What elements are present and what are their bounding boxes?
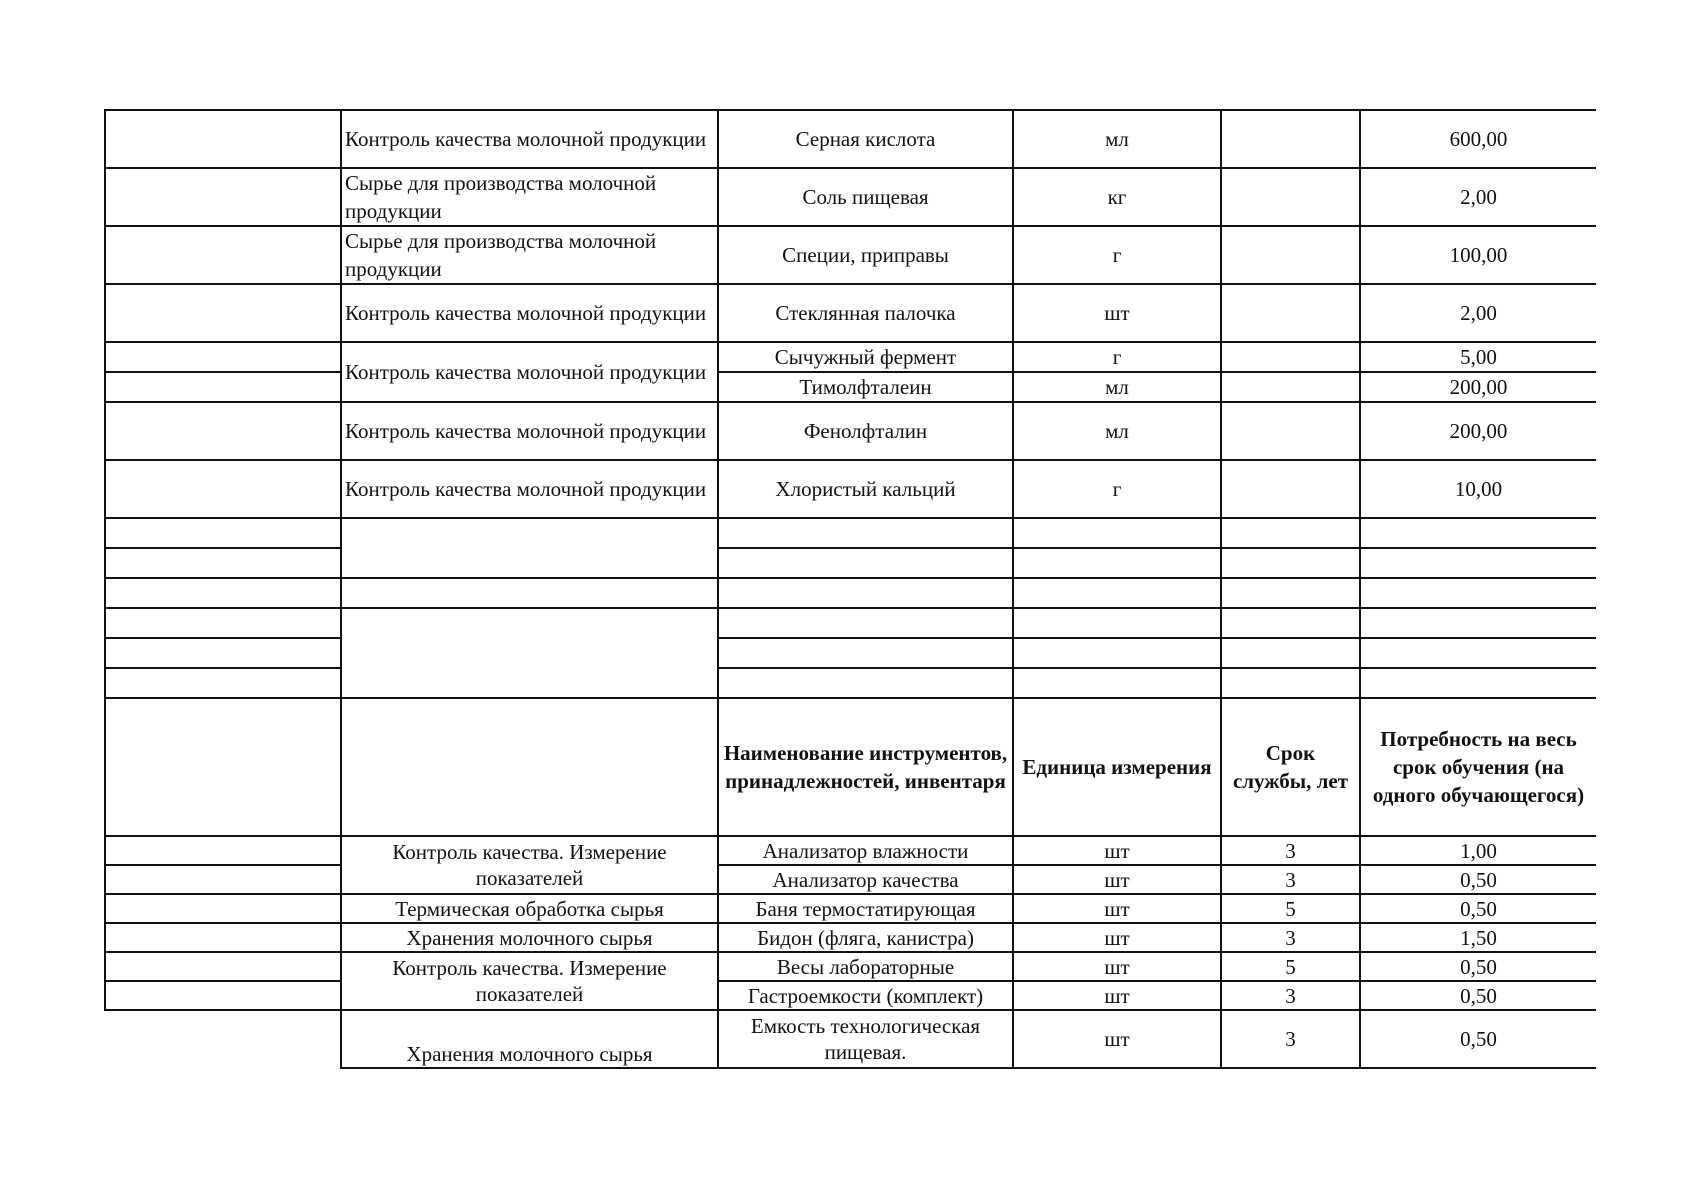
- empty-row: [105, 578, 1596, 608]
- purpose-cell: Сырье для производства молочной продукции: [341, 226, 718, 284]
- table-row: [105, 168, 1596, 226]
- empty-row: [105, 668, 1596, 698]
- empty-cell: [341, 698, 718, 836]
- tool-name-cell: Весы лабораторные: [718, 952, 1013, 981]
- service-term-cell: 3: [1221, 981, 1360, 1010]
- empty-cell: [105, 668, 341, 698]
- empty-cell: [105, 578, 341, 608]
- empty-cell: [105, 981, 341, 1010]
- need-cell: 0,50: [1360, 952, 1596, 981]
- empty-row: [105, 548, 1596, 578]
- tool-name-cell: Гастроемкости (комплект): [718, 981, 1013, 1010]
- unit-cell: шт: [1013, 865, 1221, 894]
- table-row: [105, 342, 1596, 372]
- table-row: [105, 923, 1596, 952]
- unit-cell: шт: [1013, 284, 1221, 342]
- service-term-cell: 3: [1221, 836, 1360, 865]
- unit-cell: шт: [1013, 981, 1221, 1010]
- need-cell: 100,00: [1360, 226, 1596, 284]
- service-term-cell: 3: [1221, 865, 1360, 894]
- need-cell: 10,00: [1360, 460, 1596, 518]
- material-name-cell: Стеклянная палочка: [718, 284, 1013, 342]
- empty-cell: [105, 460, 341, 518]
- tool-name-cell: Анализатор влажности: [718, 836, 1013, 865]
- empty-cell: [1360, 578, 1596, 608]
- empty-cell: [1013, 578, 1221, 608]
- empty-cell: [105, 548, 341, 578]
- need-cell: 200,00: [1360, 402, 1596, 460]
- table-row: [105, 460, 1596, 518]
- table-row: [105, 865, 1596, 894]
- empty-cell: [105, 226, 341, 284]
- empty-cell: [1013, 518, 1221, 548]
- service-term-cell: [1221, 284, 1360, 342]
- unit-cell: г: [1013, 460, 1221, 518]
- table-row: [105, 894, 1596, 923]
- column-header-unit: Единица измерения: [1013, 698, 1221, 836]
- column-header-term: Срок службы, лет: [1221, 698, 1360, 836]
- need-cell: 2,00: [1360, 284, 1596, 342]
- purpose-cell: Контроль качества. Измерение показателей: [341, 952, 718, 1010]
- empty-cell: [105, 110, 341, 168]
- service-term-cell: [1221, 402, 1360, 460]
- unit-cell: г: [1013, 226, 1221, 284]
- need-cell: 0,50: [1360, 1010, 1596, 1068]
- unit-cell: мл: [1013, 372, 1221, 402]
- empty-cell: [341, 578, 718, 608]
- tool-name-cell: Баня термостатирующая: [718, 894, 1013, 923]
- purpose-cell: Контроль качества молочной продукции: [341, 402, 718, 460]
- table-row: [105, 981, 1596, 1010]
- need-cell: 600,00: [1360, 110, 1596, 168]
- empty-cell: [1221, 518, 1360, 548]
- empty-cell: [105, 836, 341, 865]
- empty-cell: [105, 372, 341, 402]
- table-row: [105, 952, 1596, 981]
- need-cell: 2,00: [1360, 168, 1596, 226]
- need-cell: 0,50: [1360, 894, 1596, 923]
- table-row: [105, 226, 1596, 284]
- service-term-cell: 3: [1221, 1010, 1360, 1068]
- empty-cell: [341, 518, 718, 578]
- purpose-cell: Хранения молочного сырья: [341, 1010, 718, 1068]
- service-term-cell: [1221, 372, 1360, 402]
- empty-cell: [105, 518, 341, 548]
- empty-cell: [1360, 638, 1596, 668]
- empty-cell: [718, 638, 1013, 668]
- material-name-cell: Специи, приправы: [718, 226, 1013, 284]
- empty-cell: [105, 923, 341, 952]
- purpose-cell: Контроль качества молочной продукции: [341, 110, 718, 168]
- tool-name-cell: Емкость технологическая пищевая.: [718, 1010, 1013, 1068]
- empty-row: [105, 638, 1596, 668]
- material-name-cell: Сычужный фермент: [718, 342, 1013, 372]
- need-cell: 0,50: [1360, 865, 1596, 894]
- equipment-table: [104, 109, 1596, 1069]
- empty-cell: [1360, 608, 1596, 638]
- unit-cell: мл: [1013, 402, 1221, 460]
- empty-cell: [718, 668, 1013, 698]
- purpose-cell: Контроль качества молочной продукции: [341, 460, 718, 518]
- service-term-cell: 5: [1221, 952, 1360, 981]
- unit-cell: шт: [1013, 1010, 1221, 1068]
- empty-cell: [718, 518, 1013, 548]
- empty-cell: [1013, 668, 1221, 698]
- table-row: [105, 110, 1596, 168]
- service-term-cell: [1221, 168, 1360, 226]
- empty-cell: [105, 698, 341, 836]
- unit-cell: шт: [1013, 836, 1221, 865]
- empty-cell: [1221, 548, 1360, 578]
- table-row: [105, 402, 1596, 460]
- column-header-name: Наименование инструментов, принадлежностей, инвентаря: [718, 698, 1013, 836]
- empty-cell: [105, 1010, 341, 1068]
- empty-cell: [1360, 668, 1596, 698]
- empty-cell: [1360, 548, 1596, 578]
- column-header-need: Потребность на весь срок обучения (на одного обучающегося): [1360, 698, 1596, 836]
- purpose-cell: Сырье для производства молочной продукции: [341, 168, 718, 226]
- need-cell: 1,50: [1360, 923, 1596, 952]
- empty-cell: [718, 548, 1013, 578]
- empty-cell: [1013, 548, 1221, 578]
- service-term-cell: [1221, 110, 1360, 168]
- unit-cell: мл: [1013, 110, 1221, 168]
- material-name-cell: Фенолфталин: [718, 402, 1013, 460]
- empty-cell: [105, 342, 341, 372]
- purpose-cell: Термическая обработка сырья: [341, 894, 718, 923]
- empty-cell: [105, 608, 341, 638]
- empty-cell: [718, 608, 1013, 638]
- unit-cell: кг: [1013, 168, 1221, 226]
- empty-cell: [1221, 578, 1360, 608]
- equipment-table-fragment: [104, 109, 1596, 1088]
- empty-cell: [105, 402, 341, 460]
- service-term-cell: [1221, 226, 1360, 284]
- material-name-cell: Соль пищевая: [718, 168, 1013, 226]
- service-term-cell: [1221, 460, 1360, 518]
- empty-cell: [1221, 668, 1360, 698]
- empty-cell: [1221, 638, 1360, 668]
- empty-cell: [1221, 608, 1360, 638]
- empty-cell: [105, 284, 341, 342]
- unit-cell: шт: [1013, 923, 1221, 952]
- need-cell: 1,00: [1360, 836, 1596, 865]
- purpose-cell: Контроль качества. Измерение показателей: [341, 836, 718, 894]
- empty-cell: [105, 638, 341, 668]
- empty-cell: [1013, 608, 1221, 638]
- service-term-cell: 3: [1221, 923, 1360, 952]
- material-name-cell: Хлористый кальций: [718, 460, 1013, 518]
- service-term-cell: [1221, 342, 1360, 372]
- empty-cell: [105, 168, 341, 226]
- purpose-cell: Контроль качества молочной продукции: [341, 342, 718, 402]
- unit-cell: шт: [1013, 894, 1221, 923]
- tool-name-cell: Анализатор качества: [718, 865, 1013, 894]
- empty-cell: [341, 608, 718, 698]
- service-term-cell: 5: [1221, 894, 1360, 923]
- need-cell: 5,00: [1360, 342, 1596, 372]
- unit-cell: г: [1013, 342, 1221, 372]
- empty-cell: [105, 894, 341, 923]
- empty-cell: [105, 865, 341, 894]
- material-name-cell: Серная кислота: [718, 110, 1013, 168]
- unit-cell: шт: [1013, 952, 1221, 981]
- empty-cell: [105, 952, 341, 981]
- purpose-cell: Хранения молочного сырья: [341, 923, 718, 952]
- table-row: [105, 836, 1596, 865]
- table-header-row: [105, 698, 1596, 836]
- table-row: [105, 284, 1596, 342]
- material-name-cell: Тимолфталеин: [718, 372, 1013, 402]
- table-row: [105, 1010, 1596, 1068]
- need-cell: 200,00: [1360, 372, 1596, 402]
- empty-cell: [1360, 518, 1596, 548]
- empty-row: [105, 608, 1596, 638]
- tool-name-cell: Бидон (фляга, канистра): [718, 923, 1013, 952]
- empty-cell: [718, 578, 1013, 608]
- purpose-cell: Контроль качества молочной продукции: [341, 284, 718, 342]
- empty-cell: [1013, 638, 1221, 668]
- empty-row: [105, 518, 1596, 548]
- need-cell: 0,50: [1360, 981, 1596, 1010]
- table-row: [105, 372, 1596, 402]
